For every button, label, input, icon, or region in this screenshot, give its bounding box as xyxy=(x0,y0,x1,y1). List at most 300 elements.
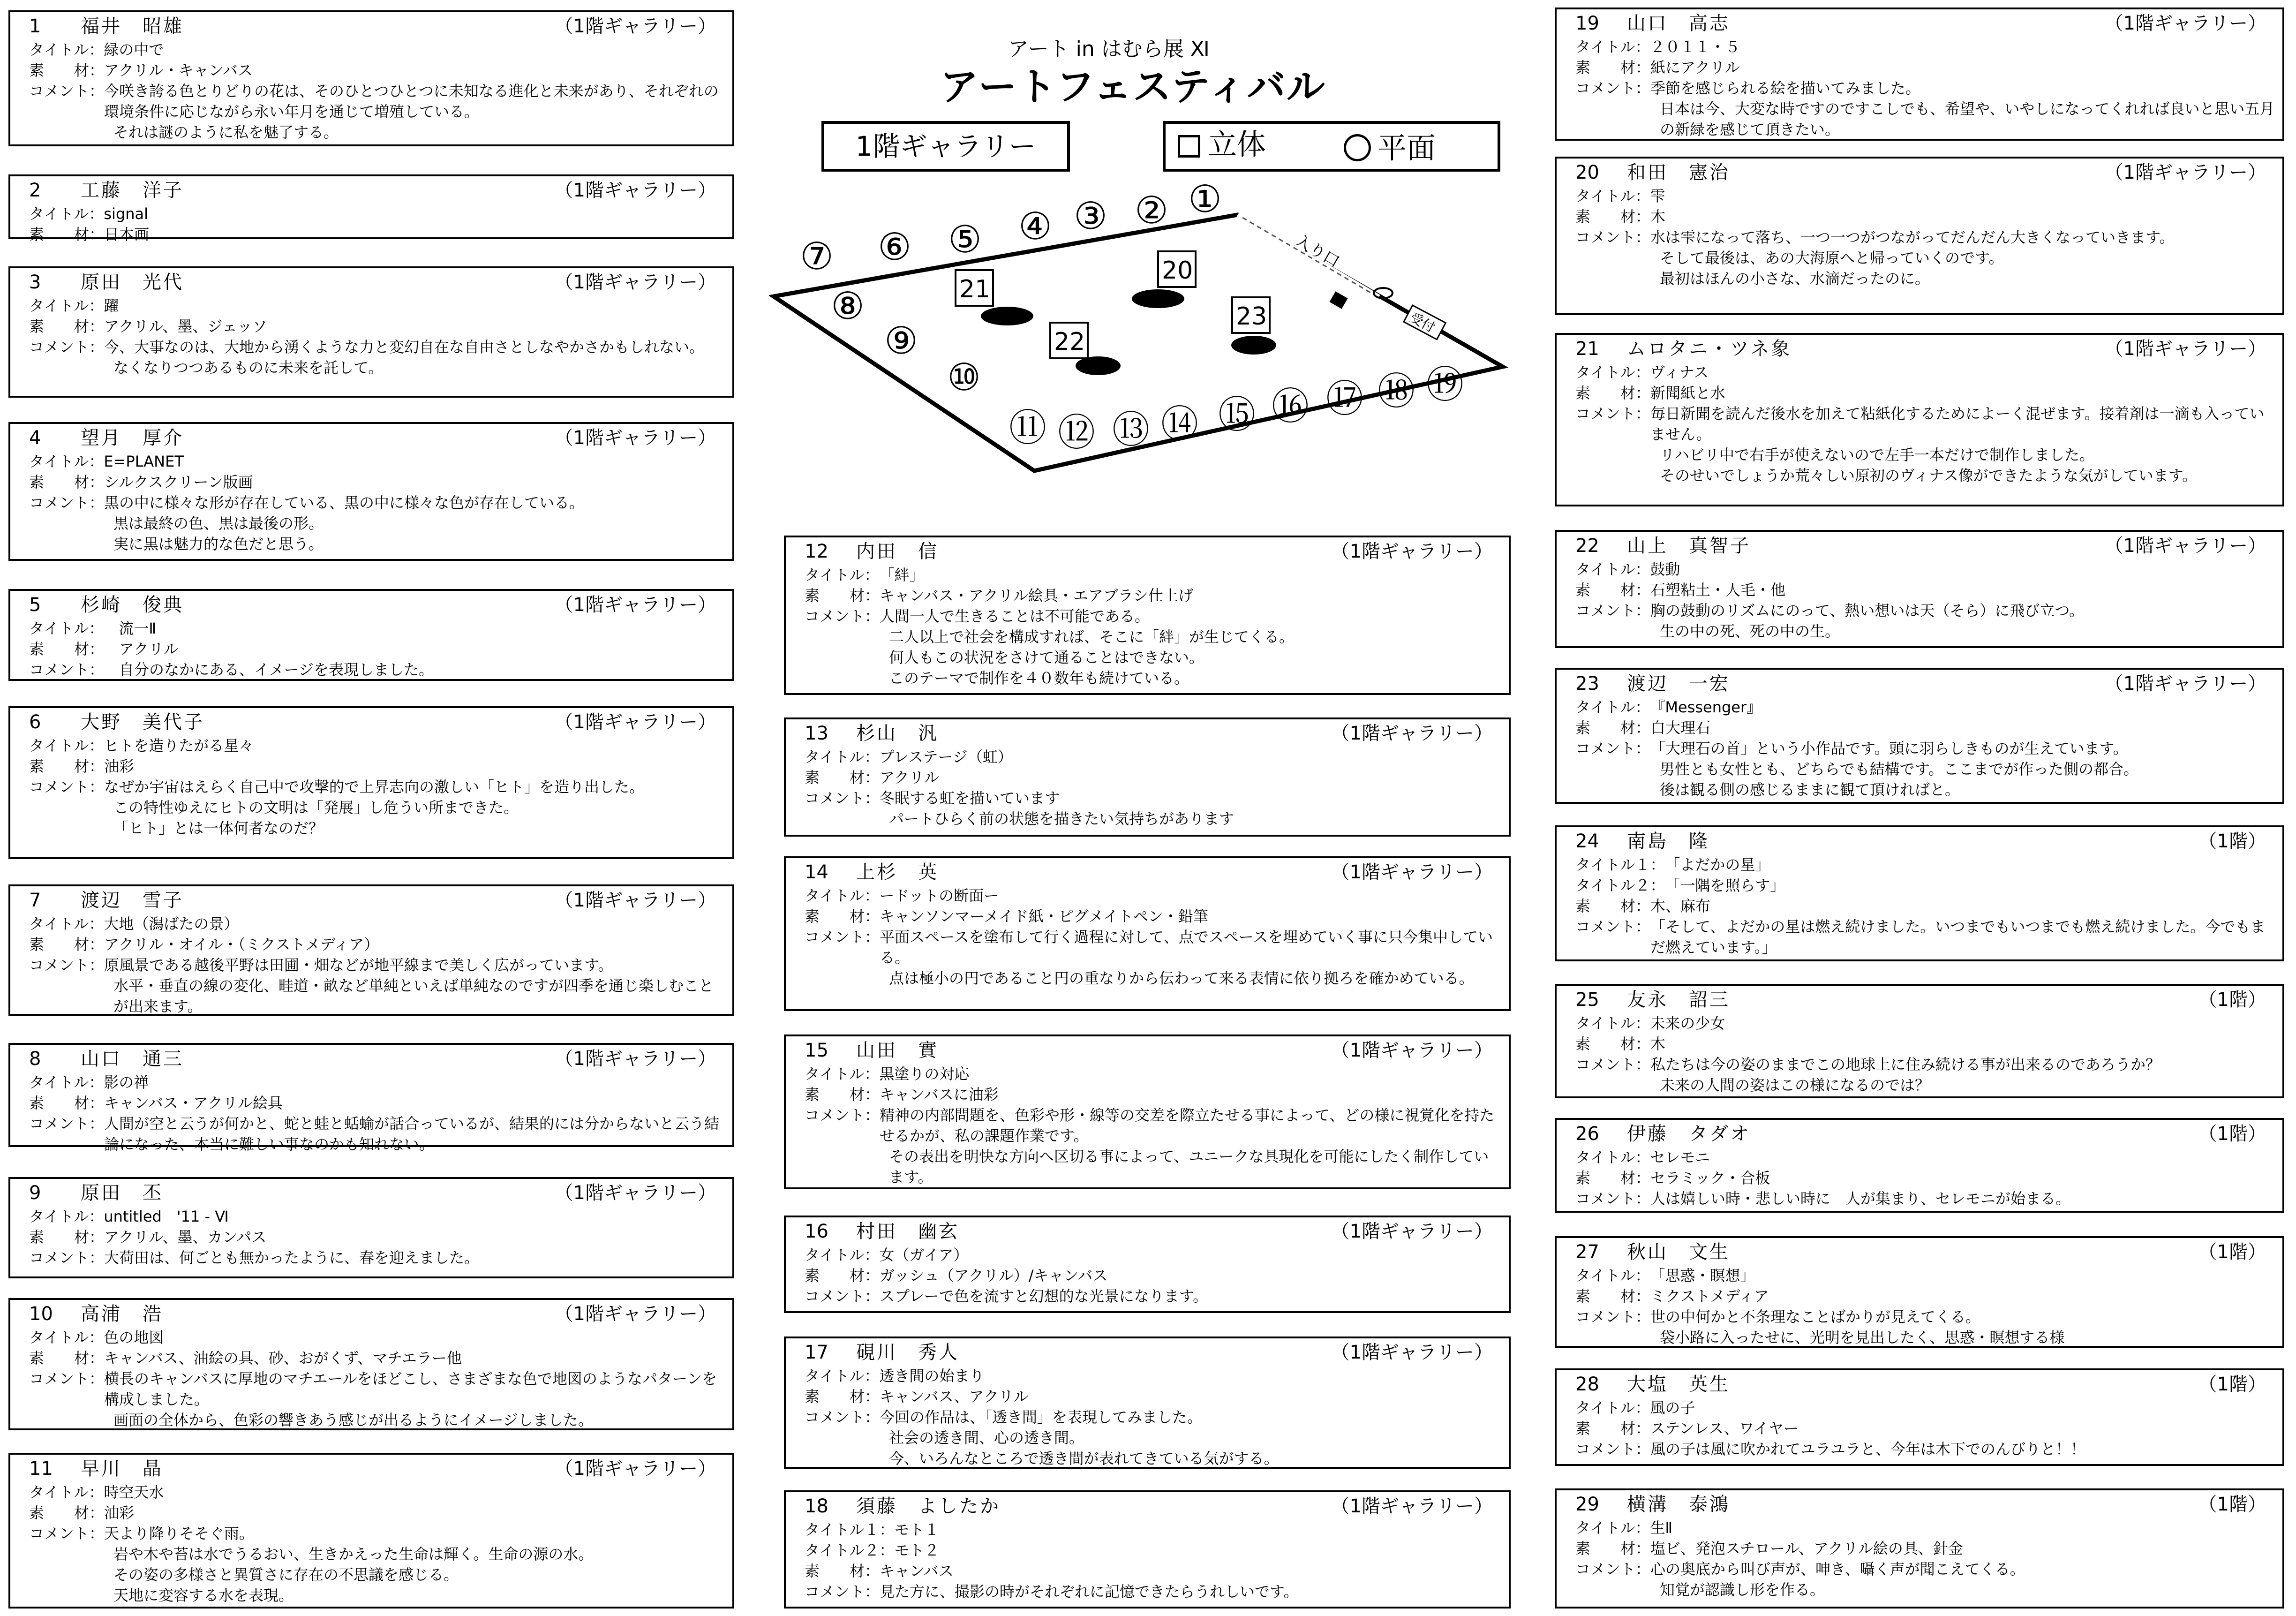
entry-title-label: タイトル： xyxy=(805,1246,880,1264)
entry-material-row xyxy=(29,1227,725,1247)
comment-line: 未来の人間の姿はこの様になるのでは？ xyxy=(1660,1076,1930,1094)
entry-header xyxy=(805,1342,1501,1366)
map-marker-5: ⑤ xyxy=(948,218,982,261)
entry-title-value: 生Ⅱ xyxy=(1650,1519,1673,1537)
entry-number: 29 xyxy=(1575,1494,1599,1515)
entry-comment-value: 「そして、よだかの星は燃え続けました。いつまでもいつまでも燃え続けました。今でもまだ燃えています。」 xyxy=(1650,918,2266,956)
entry-title2-label: タイトル２： xyxy=(805,1541,895,1559)
exhibition-subtitle: アート in はむら展 Ⅺ xyxy=(1008,37,1210,61)
comment-line: そして最後は、あの大海原へと帰っていくのです。 xyxy=(1660,249,2004,267)
entry-header xyxy=(29,1458,725,1482)
entry-material-label: 素 材： xyxy=(29,757,105,775)
entry-comment-value: 原風景である越後平野は田圃・畑などが地平線まで美しく広がっています。 xyxy=(104,956,613,974)
artwork-entry xyxy=(8,422,734,561)
entry-comment-label: コメント： xyxy=(805,1408,880,1426)
entry-title-row xyxy=(1575,1265,2275,1286)
entry-material-label: 素 材： xyxy=(29,226,105,243)
entry-number: 20 xyxy=(1575,162,1599,183)
entry-material-row xyxy=(29,224,725,245)
comment-line: 黒は最終の色、黒は最後の形。 xyxy=(113,514,324,532)
entry-comment-row xyxy=(805,1407,1501,1427)
svg-text:21: 21 xyxy=(959,275,991,303)
entry-title-row xyxy=(1575,1147,2275,1168)
entry-material-label: 素 材： xyxy=(1575,897,1651,915)
entry-title-row xyxy=(1575,1518,2275,1538)
entry-title-value: 女（ガイア） xyxy=(879,1246,969,1264)
entry-title2-label: タイトル２： xyxy=(1575,876,1665,894)
entry-header xyxy=(29,890,725,914)
entry-comment-label: コメント： xyxy=(29,338,105,356)
artwork-entry xyxy=(8,1453,734,1608)
artwork-entry xyxy=(8,1298,734,1430)
artist-name: 村田 幽玄 xyxy=(856,1221,959,1242)
artwork-entry xyxy=(1555,530,2284,648)
entry-material-value: キャンソンマーメイド紙・ピグメイトペン・鉛筆 xyxy=(880,907,1208,925)
entry-number: 3 xyxy=(29,272,41,293)
entry-title1-label: タイトル１： xyxy=(805,1521,895,1539)
entry-title1-label: タイトル１： xyxy=(1575,856,1665,874)
entry-title-row xyxy=(29,914,725,934)
entry-comment-value: 胸の鼓動のリズムにのって、熱い想いは天（そら）に飛び立つ。 xyxy=(1650,602,2085,619)
entry-material-value: 白大理石 xyxy=(1650,719,1711,737)
entry-location: （1階ギャラリー） xyxy=(554,427,716,449)
entry-title-row xyxy=(29,735,725,756)
entry-title-value: 透き間の始まり xyxy=(879,1367,985,1385)
entry-comment-value: 人間が空と云うが何かと、蛇と蛙と蛞蝓が話合っているが、結果的には分からないと云う結論になった、本当に難しい事なのかも知れない。 xyxy=(104,1115,720,1153)
entry-location: （1階ギャラリー） xyxy=(554,272,716,293)
entry-comment-row xyxy=(29,1523,725,1544)
entry-comment-value: 今回の作品は、「透き間」を表現してみました。 xyxy=(880,1408,1203,1426)
entry-location: （1階ギャラリー） xyxy=(1331,861,1493,883)
artist-name: 渡辺 雪子 xyxy=(81,890,184,911)
entry-location: （1階） xyxy=(2198,1374,2266,1395)
entry-material-value: ステンレス、ワイヤー xyxy=(1650,1420,1799,1437)
entry-number: 26 xyxy=(1575,1123,1599,1145)
map-marker-14: ⑭ xyxy=(1161,402,1198,446)
artist-name: 杉山 汎 xyxy=(856,723,939,744)
entry-comment-label: コメント： xyxy=(1575,602,1651,619)
comment-line: パートひらく前の状態を描きたい気持ちがあります xyxy=(889,810,1235,828)
entry-material-row xyxy=(29,639,725,659)
entry-comment-label: コメント： xyxy=(1575,79,1651,97)
entry-material-row xyxy=(29,934,725,955)
entry-material-label: 素 材： xyxy=(1575,1287,1651,1305)
entry-comment-label: コメント： xyxy=(1575,918,1651,936)
artist-name: 杉崎 俊典 xyxy=(81,594,184,616)
entry-title-label: タイトル： xyxy=(1575,363,1650,381)
entry-material-label: 素 材： xyxy=(29,1094,105,1112)
entry-location: （1階ギャラリー） xyxy=(2104,13,2266,34)
entry-comment-value: 自分のなかにある、イメージを表現しました。 xyxy=(104,661,434,679)
entry-title-value: プレステージ（虹） xyxy=(879,748,1013,766)
entry-header xyxy=(1575,536,2275,559)
entry-comment-value: 今、大事なのは、大地から湧くような力と変幻自在な自由さとしなやかさかもしれない。 xyxy=(104,338,705,356)
box-marker-20 xyxy=(1158,251,1196,287)
reception-desk xyxy=(1330,291,1348,309)
entry-comment-label: コメント： xyxy=(29,82,105,100)
artwork-entry xyxy=(784,717,1511,837)
map-marker-1: ① xyxy=(1188,177,1222,221)
map-marker-10: ⑩ xyxy=(947,355,981,399)
entry-material-row xyxy=(29,1093,725,1113)
entry-comment-label: コメント： xyxy=(1575,1560,1651,1578)
artwork-entry xyxy=(8,10,734,146)
entry-number: 17 xyxy=(805,1342,828,1363)
entry-material-row xyxy=(805,1265,1501,1286)
entry-comment-row xyxy=(1575,1559,2275,1579)
entry-title-label: タイトル： xyxy=(805,748,880,766)
entry-material-label: 素 材： xyxy=(1575,1169,1651,1187)
entry-location: （1階ギャラリー） xyxy=(1331,1495,1493,1517)
comment-line: 実に黒は魅力的な色だと思う。 xyxy=(113,535,324,553)
entry-location: （1階ギャラリー） xyxy=(554,180,716,201)
entry-comment-row xyxy=(1575,1306,2275,1327)
entry-material-label: 素 材： xyxy=(1575,1540,1651,1557)
entry-title-label: タイトル： xyxy=(1575,38,1650,56)
entry-header xyxy=(29,595,725,618)
entry-comment-row xyxy=(1575,738,2275,759)
entry-comment-label: コメント： xyxy=(805,928,880,946)
entry-title-value: 「思惑・瞑想」 xyxy=(1650,1267,1755,1284)
entry-number: 27 xyxy=(1575,1241,1599,1263)
entry-comment-row xyxy=(805,927,1501,968)
legend xyxy=(1163,121,1500,172)
entry-material-row xyxy=(805,1561,1501,1581)
entry-title-value: 未来の少女 xyxy=(1650,1014,1725,1032)
entry-number: 5 xyxy=(29,594,41,616)
entry-material-row xyxy=(1575,1538,2275,1559)
artwork-entry xyxy=(1555,1368,2284,1466)
entry-header xyxy=(1575,339,2275,362)
entry-location: （1階ギャラリー） xyxy=(1331,1342,1493,1363)
entry-header xyxy=(1575,831,2275,854)
entry-number: 11 xyxy=(29,1458,53,1480)
artwork-entry xyxy=(8,589,734,681)
map-marker-4: ④ xyxy=(1018,204,1052,248)
artist-name: 工藤 洋子 xyxy=(81,180,184,201)
entry-comment-row xyxy=(29,659,725,680)
entry-title-row xyxy=(1575,362,2275,383)
artist-name: 山口 通三 xyxy=(81,1048,184,1070)
artist-name: 内田 信 xyxy=(856,541,939,562)
entry-title-row xyxy=(29,204,725,224)
entry-material-row xyxy=(29,316,725,337)
svg-text:20: 20 xyxy=(1162,257,1193,285)
entry-comment-value: 精神の内部問題を、色彩や形・線等の交差を際立たせる事によって、どの様に視覚化を持たせるかが、私の課題作業です。 xyxy=(880,1106,1495,1145)
entry-comment-row xyxy=(29,955,725,975)
entry-comment-label: コメント： xyxy=(805,1106,880,1124)
entry-material-label: 素 材： xyxy=(29,1228,105,1246)
entry-material-value: 木 xyxy=(1650,1035,1666,1053)
entry-title-value: untitled '11 - Ⅵ xyxy=(104,1208,229,1225)
entry-location: （1階） xyxy=(2198,1494,2266,1515)
entry-title-row xyxy=(1575,37,2275,57)
entry-comment-value: 心の奥底から叫び声が、呻き、囁く声が聞こえてくる。 xyxy=(1650,1560,2025,1578)
entry-title1-value: 「よだかの星」 xyxy=(1665,856,1770,874)
entry-header xyxy=(1575,989,2275,1013)
entry-number: 12 xyxy=(805,541,828,562)
entry-location: （1階ギャラリー） xyxy=(554,15,716,37)
entry-material-row xyxy=(805,767,1501,788)
comment-line: リハビリ中で右手が使えないので左手一本だけで制作しました。 xyxy=(1660,446,2095,464)
entry-title-row xyxy=(1575,559,2275,580)
entry-material-row xyxy=(1575,206,2275,227)
map-marker-6: ⑥ xyxy=(878,225,911,269)
artwork-entry xyxy=(784,856,1511,1011)
entry-location: （1階ギャラリー） xyxy=(2104,673,2266,695)
comment-line: 男性とも女性とも、どちらでも結構です。ここまでが作った側の都合。 xyxy=(1660,760,2139,778)
entry-comment-value: 私たちは今の姿のままでこの地球上に住み続ける事が出来るのであろうか？ xyxy=(1650,1056,2161,1073)
box-marker-23 xyxy=(1232,297,1270,333)
entry-title-row xyxy=(805,1366,1501,1386)
artist-name: ムロタニ・ツネ象 xyxy=(1627,338,1792,360)
entry-number: 22 xyxy=(1575,535,1599,557)
circle-legend-icon xyxy=(1344,134,1371,161)
entry-comment-label: コメント： xyxy=(29,956,105,974)
entry-material-value: キャンバス・アクリル絵具 xyxy=(104,1094,283,1112)
svg-text:23: 23 xyxy=(1236,302,1267,331)
artwork-entry xyxy=(8,266,734,398)
entry-material-label: 素 材： xyxy=(805,587,880,604)
comment-line: 今、いろんなところで透き間が表れてきている気がする。 xyxy=(889,1450,1279,1467)
artwork-entry xyxy=(1555,8,2284,141)
entry-comment-value: 水は雫になって落ち、一つ一つがつながってだんだん大きくなっていきます。 xyxy=(1650,228,2175,246)
entry-header xyxy=(805,541,1501,565)
map-marker-12: ⑫ xyxy=(1058,411,1095,454)
entry-material-row xyxy=(29,60,725,81)
entry-location: （1階ギャラリー） xyxy=(554,890,716,911)
entry-material-value: アクリル xyxy=(104,640,179,658)
entry-comment-label: コメント： xyxy=(805,1583,880,1601)
entry-material-value: アクリル・キャンバス xyxy=(104,61,253,79)
entry-comment-row xyxy=(29,337,725,357)
entry-title2-value: モト２ xyxy=(894,1541,940,1559)
artist-name: 大野 美代子 xyxy=(81,711,204,733)
entry-title-value: ２０１１・５ xyxy=(1650,38,1740,56)
entry-header xyxy=(1575,13,2275,37)
entry-number: 8 xyxy=(29,1048,41,1070)
entry-comment-row xyxy=(805,1286,1501,1306)
entry-header xyxy=(29,272,725,295)
entry-number: 19 xyxy=(1575,13,1599,34)
entry-material-row xyxy=(1575,57,2275,78)
entry-title-value: E=PLANET xyxy=(104,453,184,470)
entry-material-row xyxy=(1575,717,2275,738)
display-stand-21 xyxy=(981,307,1033,325)
artwork-entry xyxy=(8,174,734,243)
entry-title-row xyxy=(29,1206,725,1227)
comment-line: それは謎のように私を魅了する。 xyxy=(113,123,339,141)
square-legend-icon xyxy=(1178,135,1200,158)
entry-comment-label: コメント： xyxy=(1575,228,1651,246)
entry-material-label: 素 材： xyxy=(29,1504,105,1522)
entry-comment-row xyxy=(29,1368,725,1410)
display-stand-20 xyxy=(1132,289,1184,308)
entry-material-row xyxy=(1575,1034,2275,1054)
entry-comment-value: 大荷田は、何ごとも無かったように、春を迎えました。 xyxy=(104,1249,480,1267)
artist-name: 秋山 文生 xyxy=(1627,1241,1730,1263)
entry-location: （1階ギャラリー） xyxy=(554,711,716,733)
entry-material-label: 素 材： xyxy=(805,1388,880,1405)
artwork-entry xyxy=(784,536,1511,695)
entrance-label: 入り口 xyxy=(1292,231,1343,272)
entry-title-label: タイトル： xyxy=(29,453,104,470)
entry-title-label: タイトル： xyxy=(1575,698,1650,716)
entry-location: （1階ギャラリー） xyxy=(1331,541,1493,562)
entry-material-row xyxy=(29,472,725,492)
entry-comment-label: コメント： xyxy=(1575,1190,1651,1208)
entry-comment-row xyxy=(1575,1054,2275,1075)
entry-comment-value: 世の中何かと不条理なことばかりが見えてくる。 xyxy=(1650,1308,1981,1326)
entry-material-label: 素 材： xyxy=(1575,581,1651,599)
entry-comment-value: 黒の中に様々な形が存在している、黒の中に様々な色が存在している。 xyxy=(104,494,585,512)
artist-name: 望月 厚介 xyxy=(81,427,184,449)
entry-title-row xyxy=(805,747,1501,767)
entry-header xyxy=(805,723,1501,747)
entry-comment-value: 天より降りそそぐ雨。 xyxy=(104,1525,255,1542)
entry-title-label: タイトル： xyxy=(29,297,104,315)
entry-location: （1階） xyxy=(2198,1241,2266,1263)
entry-comment-value: 平面スペースを塗布して行く過程に対して、点でスペースを埋めていく事に只今集中している。 xyxy=(880,928,1493,967)
entry-title-label: タイトル： xyxy=(29,1329,104,1346)
entry-material-label: 素 材： xyxy=(1575,384,1651,402)
entry-material-label: 素 材： xyxy=(29,61,105,79)
entry-title-label: タイトル： xyxy=(805,566,880,584)
entry-comment-label: コメント： xyxy=(1575,1440,1651,1458)
entry-number: 21 xyxy=(1575,338,1599,360)
entry-location: （1階ギャラリー） xyxy=(1331,1221,1493,1242)
artist-name: 渡辺 一宏 xyxy=(1627,673,1730,695)
entry-material-value: 木 xyxy=(1650,208,1666,226)
entry-material-value: アクリル xyxy=(880,769,940,786)
entry-material-label: 素 材： xyxy=(1575,59,1651,76)
map-marker-13: ⑬ xyxy=(1112,408,1150,452)
entry-number: 24 xyxy=(1575,831,1599,852)
entry-comment-value: 見た方に、撮影の時がそれぞれに記憶できたらうれしいです。 xyxy=(880,1583,1299,1601)
entry-material-row xyxy=(805,1386,1501,1407)
entry-material-row xyxy=(805,585,1501,606)
entry-comment-label: コメント： xyxy=(805,1287,880,1305)
artist-name: 原田 丕 xyxy=(81,1182,163,1204)
entry-comment-row xyxy=(1575,227,2275,248)
entry-number: 7 xyxy=(29,890,41,911)
entry-comment-label: コメント： xyxy=(29,1115,105,1133)
entry-title-label: タイトル： xyxy=(1575,1148,1650,1166)
entry-comment-row xyxy=(29,1247,725,1268)
entry-title-value: 雫 xyxy=(1650,187,1665,205)
entry-material-value: 木、麻布 xyxy=(1650,897,1711,915)
artist-name: 山田 實 xyxy=(856,1040,939,1061)
entry-material-label: 素 材： xyxy=(805,1562,880,1580)
display-stand-23 xyxy=(1231,336,1276,355)
entry-material-value: シルクスクリーン版画 xyxy=(104,473,253,491)
entry-header xyxy=(29,1049,725,1072)
comment-line: 「ヒト」とは一体何者なのだ？ xyxy=(113,819,324,837)
entry-comment-value: 季節を感じられる絵を描いてみました。 xyxy=(1650,79,1921,97)
entry-header xyxy=(1575,1124,2275,1147)
exhibition-title: アートフェスティバル xyxy=(940,65,1326,109)
entry-title-row xyxy=(1575,697,2275,717)
entry-header xyxy=(1575,1494,2275,1518)
comment-line: このテーマで制作を４０数年も続けている。 xyxy=(889,669,1189,687)
entry-number: 18 xyxy=(805,1495,828,1517)
entry-title-value: ードットの断面ー xyxy=(879,887,999,905)
entry-material-row xyxy=(1575,580,2275,600)
entry-location: （1階ギャラリー） xyxy=(554,1303,716,1325)
entry-comment-row xyxy=(1575,403,2275,445)
comment-line: その姿の多様さと異質さに存在の不思議を感じる。 xyxy=(113,1566,459,1584)
comment-line: その表出を明快な方向へ区切る事によって、ユニークな具現化を可能にしたく制作しています。 xyxy=(889,1148,1489,1186)
entry-title-label: タイトル： xyxy=(29,205,104,223)
artist-name: 福井 昭雄 xyxy=(81,15,184,37)
entry-number: 4 xyxy=(29,427,41,449)
entry-comment-value: 横長のキャンバスに厚地のマチエールをほどこし、さまざまな色で地図のようなパターンを構成しました。 xyxy=(104,1370,717,1408)
artwork-entry xyxy=(8,706,734,859)
legend-rittai-label: 立体 xyxy=(1208,127,1266,161)
entry-material-value: アクリル、墨、カンパス xyxy=(104,1228,267,1246)
entry-title-row xyxy=(29,451,725,472)
entry-title1-row xyxy=(805,1519,1501,1540)
entry-comment-row xyxy=(805,606,1501,627)
entry-number: 23 xyxy=(1575,673,1599,695)
floor-map xyxy=(769,174,1519,492)
artist-name: 大塩 英生 xyxy=(1627,1374,1730,1395)
map-marker-9: ⑨ xyxy=(884,319,918,362)
entry-location: （1階ギャラリー） xyxy=(2104,338,2266,360)
entry-title-value: 「絆」 xyxy=(879,566,925,584)
entry-material-row xyxy=(1575,383,2275,403)
entry-comment-row xyxy=(1575,1439,2275,1459)
entry-title-row xyxy=(29,1072,725,1093)
entry-material-value: ミクストメディア xyxy=(1650,1287,1769,1305)
entry-title-row xyxy=(805,565,1501,585)
entry-material-label: 素 材： xyxy=(29,936,105,953)
entry-title-label: タイトル： xyxy=(805,1065,880,1083)
entry-header xyxy=(29,1304,725,1327)
entry-material-value: 塩ビ、発泡スチロール、アクリル絵の具、針金 xyxy=(1650,1540,1963,1557)
entry-comment-label: コメント： xyxy=(805,789,880,807)
comment-line: 何人もこの状況をさけて通ることはできない。 xyxy=(889,649,1204,666)
entry-comment-value: スプレーで色を流すと幻想的な光景になります。 xyxy=(880,1287,1208,1305)
entry-title-row xyxy=(805,1064,1501,1084)
entry-material-value: 新聞紙と水 xyxy=(1650,384,1726,402)
entry-comment-row xyxy=(805,1581,1501,1602)
entry-comment-row xyxy=(1575,916,2275,958)
map-marker-3: ③ xyxy=(1074,194,1107,238)
comment-line: 天地に変容する水を表現。 xyxy=(113,1586,294,1604)
artwork-entry xyxy=(1555,1488,2284,1608)
artwork-entry xyxy=(784,1216,1511,1313)
entry-number: 14 xyxy=(805,861,828,883)
entry-header xyxy=(29,16,725,39)
entry-material-value: アクリル、墨、ジェッソ xyxy=(104,317,267,335)
entry-header xyxy=(29,1183,725,1206)
map-marker-18: ⑱ xyxy=(1378,370,1415,413)
entry-comment-value: 「大理石の首」という小作品です。頭に羽らしきものが生えています。 xyxy=(1650,740,2128,757)
artwork-entry xyxy=(1555,668,2284,804)
map-marker-8: ⑧ xyxy=(831,284,865,328)
box-marker-21 xyxy=(956,270,993,306)
artist-name: 横溝 泰鴻 xyxy=(1627,1494,1730,1515)
entry-material-label: 素 材： xyxy=(805,1086,880,1103)
entry-title-row xyxy=(29,1327,725,1348)
entry-comment-label: コメント： xyxy=(805,607,880,625)
entry-material-value: セラミック・合板 xyxy=(1650,1169,1770,1187)
entry-material-label: 素 材： xyxy=(1575,1420,1651,1437)
entry-number: 13 xyxy=(805,723,828,744)
entry-material-row xyxy=(805,906,1501,927)
entry-comment-value: 風の子は風に吹かれてユラユラと、今年は木下でのんびりと！！ xyxy=(1650,1440,2086,1458)
